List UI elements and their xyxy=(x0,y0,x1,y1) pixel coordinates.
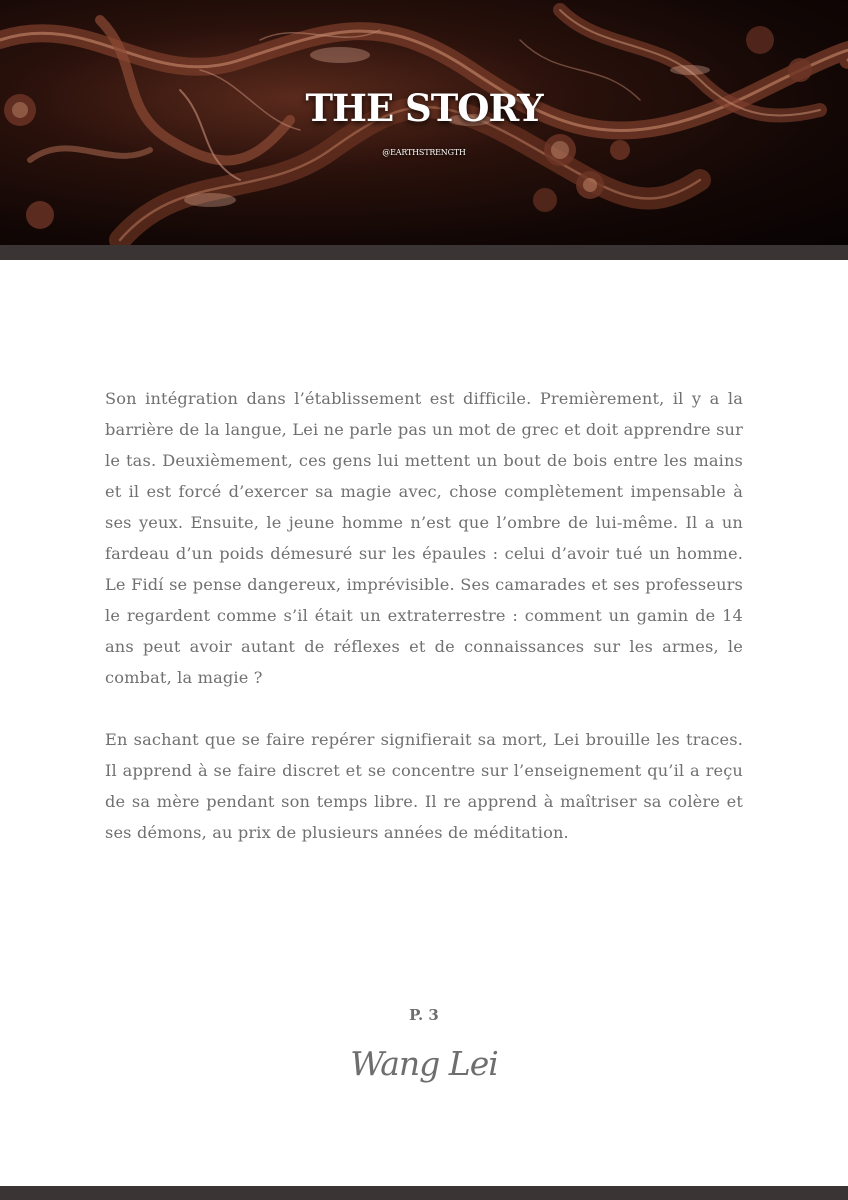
signature: Wang Lei xyxy=(350,1044,498,1083)
header-banner xyxy=(0,0,848,245)
paragraph: Son intégration dans l’établissement est difficile. Premièrement, il y a la barrière de la langue, Lei ne parle pas un mot de grec et doit apprendre sur le tas. Deuxièmement, ces gens lui mettent un bout de bois entre les mains et il est forcé d’exercer sa magie avec, chose complètement impensable à ses yeux. Ensuite, le jeune homme n’est que l’ombre de lui-même. Il a un fardeau d’un poids démesuré sur les épaules : celui d’avoir tué un homme. Le Fidí se pense dangereux, imprévisible. Ses camarades et ses professeurs le regardent comme s’il était un extraterrestre : comment un gamin de 14 ans peut avoir autant de réflexes et de connaissances sur les armes, le combat, la magie ? xyxy=(105,389,743,687)
author-handle: @EARTHSTRENGTH xyxy=(382,148,466,157)
paragraph: En sachant que se faire repérer signifierait sa mort, Lei brouille les traces. Il apprend à se faire discret et se concentre sur l’enseignement qu’il a reçu de sa mère pendant son temps libre. Il re apprend à maîtriser sa colère et ses démons, au prix de plusieurs années de méditation. xyxy=(105,730,743,842)
page-number: P. 3 xyxy=(409,1006,439,1024)
header-divider xyxy=(0,245,848,260)
story-text xyxy=(105,383,743,879)
page-title: THE STORY xyxy=(305,86,543,130)
footer-divider xyxy=(0,1186,848,1200)
